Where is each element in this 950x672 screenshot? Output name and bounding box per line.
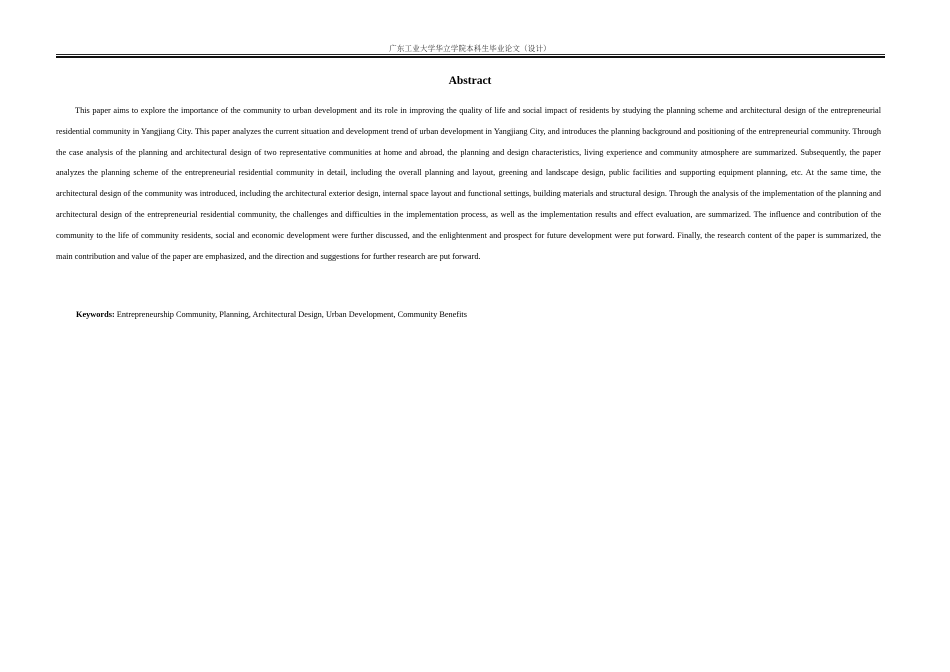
header-rule-thick	[56, 56, 885, 58]
abstract-body: This paper aims to explore the importance of the community to urban development and its role in improving the quality of life and social impact of residents by studying the planning scheme and architectural design of the entrepreneurial residential community in Yangjiang City. This paper analyzes the current situation and development trend of urban development in Yangjiang City, and introduces the planning background and positioning of the entrepreneurial community. Through the case analysis of the planning and architectural design of two representative communities at home and abroad, the planning and design characteristics, living experience and community atmosphere are summarized. Subsequently, the paper analyzes the planning scheme of the entrepreneurial residential community in detail, including the overall planning and layout, greening and landscape design, public facilities and supporting equipment planning, etc. At the same time, the architectural design of the community was introduced, including the architectural exterior design, internal space layout and functional settings, building materials and structural design. Through the analysis of the implementation of the planning and architectural design of the entrepreneurial residential community, the challenges and difficulties in the implementation process, as well as the implementation results and effect evaluation, are summarized. The influence and contribution of the community to the life of community residents, social and economic development were further discussed, and the enlightenment and prospect for future development were put forward. Finally, the research content of the paper is summarized, the main contribution and value of the paper are emphasized, and the direction and suggestions for further research are put forward.	[56, 106, 881, 261]
header-rule-thin	[56, 54, 885, 55]
keywords-label: Keywords:	[76, 310, 115, 319]
keywords-line	[76, 308, 876, 322]
keywords-text: Entrepreneurship Community, Planning, Architectural Design, Urban Development, Community Benefits	[116, 310, 467, 319]
abstract-title: Abstract	[448, 75, 492, 87]
running-header: 广东工业大学华立学院本科生毕业论文（设计）	[389, 44, 551, 53]
